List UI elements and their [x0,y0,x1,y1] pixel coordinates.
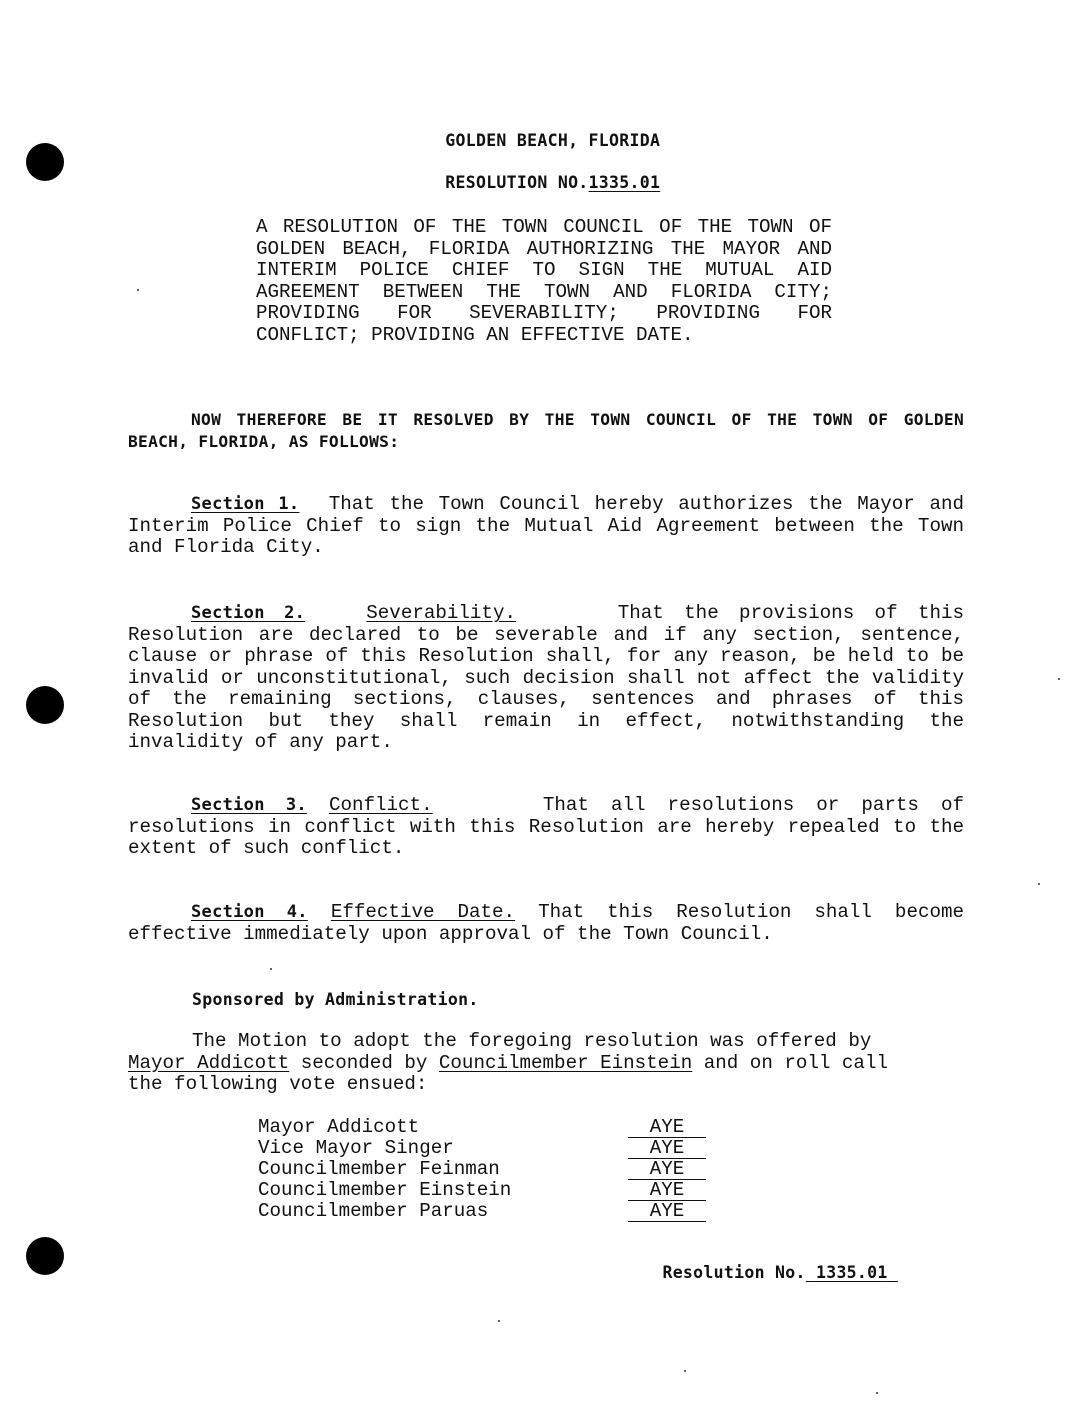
footer-number-value: 1335.01 [815,1263,888,1282]
resolved-clause: NOW THEREFORE BE IT RESOLVED BY THE TOWN COUNCIL OF THE TOWN OF GOLDEN BEACH, FLORIDA, AS FOLLOWS: [128,410,964,451]
scan-speck [684,1370,686,1372]
vote-value: AYE [628,1138,706,1159]
vote-row [258,1138,718,1160]
vote-row [258,1159,718,1181]
motion-line-3 [128,1074,964,1096]
section-3-label: Section 3. [191,795,307,815]
section-2-heading: Severability. [366,602,516,624]
voter-name: Councilmember Paruas [258,1200,489,1222]
vote-value: AYE [628,1201,706,1222]
punch-hole-middle [26,686,64,724]
scan-speck [498,1320,500,1322]
vote-value: AYE [628,1180,706,1201]
vote-row [258,1201,718,1223]
section-4 [128,902,964,945]
scan-speck [1038,883,1040,885]
section-4-heading: Effective Date. [330,901,516,923]
vote-value: AYE [628,1159,706,1180]
footer-number [806,1263,898,1282]
scan-speck [137,289,139,291]
motion-intro: The Motion to adopt the foregoing resolution was offered by [192,1030,872,1052]
sponsor-line: Sponsored by Administration. [192,990,479,1009]
section-3-heading: Conflict. [328,794,433,816]
motion-mid: seconded by [300,1051,428,1074]
section-1-text: That the Town Council hereby authorizes the Mayor and Interim Police Chief to sign the Mutual Aid Agreement between the Town and Florida City. [128,493,965,558]
resolution-heading [0,154,1085,192]
footer-label: Resolution No. [662,1263,806,1282]
vote-row [258,1180,718,1202]
resolution-prefix: RESOLUTION NO. [445,173,589,192]
resolution-title-block: A RESOLUTION OF THE TOWN COUNCIL OF THE TOWN OF GOLDEN BEACH, FLORIDA AUTHORIZING THE MAYOR AND INTERIM POLICE CHIEF TO SIGN THE MUTUAL AID AGREEMENT BETWEEN THE TOWN AND FLORIDA CITY; PROVIDING FOR SEVERABILITY; PROVIDING FOR CONFLICT; PROVIDING AN EFFECTIVE DATE. [256,216,832,346]
section-2 [128,603,964,754]
motion-seconder: Councilmember Einstein [438,1051,693,1074]
motion-mover: Mayor Addicott [128,1051,290,1074]
vote-row [258,1117,718,1139]
voter-name: Mayor Addicott [258,1116,420,1138]
punch-hole-bottom [26,1237,64,1275]
section-1 [128,494,964,559]
section-4-label: Section 4. [191,902,308,922]
section-2-label: Section 2. [191,603,306,623]
motion-tail-1: and on roll call [703,1051,888,1074]
vote-value: AYE [628,1117,706,1138]
motion-tail-2: the following vote ensued: [128,1073,428,1095]
motion-line-2 [128,1053,964,1075]
motion-paragraph [128,1031,964,1096]
section-4-text: That this Resolution shall become effective immediately upon approval of the Town Council. [128,901,965,945]
place-name: GOLDEN BEACH, FLORIDA [445,131,661,150]
section-3 [128,795,964,860]
document-heading [0,112,1085,150]
scan-speck [876,1392,878,1394]
voter-name: Councilmember Einstein [258,1179,512,1201]
scan-speck [270,968,272,970]
voter-name: Councilmember Feinman [258,1158,500,1180]
section-2-text: That the provisions of this Resolution are declared to be severable and if any section, sentence, clause or phrase of this Resolution shall, for any reason, be held to be invalid or unconstitutional, such decision shall not affect the validity of the remaining sections, clauses, sentences and phrases of this Resolution but they shall remain in effect, notwithstanding the invalidity of any part. [128,602,965,753]
scan-speck [1058,678,1060,680]
section-1-label: Section 1. [191,494,300,514]
resolution-number: 1335.01 [588,173,661,192]
voter-name: Vice Mayor Singer [258,1137,454,1159]
footer-resolution-number [642,1244,898,1282]
motion-line-1 [128,1031,964,1053]
section-3-text: That all resolutions or parts of resolutions in conflict with this Resolution are hereby repealed to the extent of such conflict. [128,794,965,859]
